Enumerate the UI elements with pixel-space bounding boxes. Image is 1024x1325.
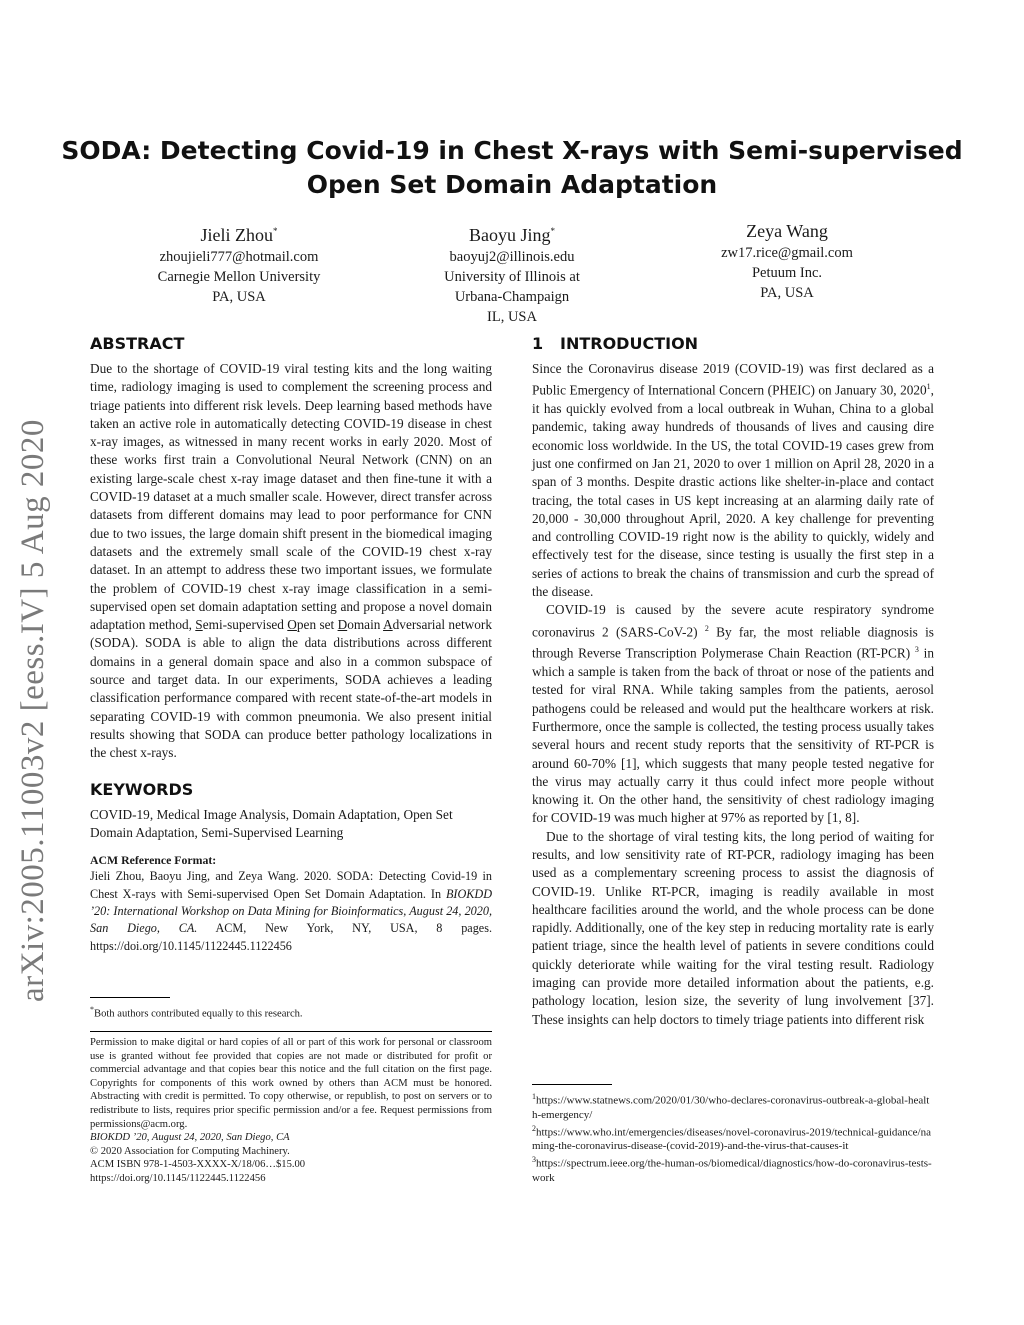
- introduction-heading: [532, 334, 934, 354]
- author-block-1: [89, 219, 389, 307]
- author-email: zw17.rice@gmail.com: [721, 245, 853, 261]
- author-name: Baoyu Jing: [468, 225, 551, 245]
- footnotes: [532, 1090, 934, 1185]
- footnote-2: $^2$https://www.who.int/emergencies/diseases/novel-coronavirus-2019/technical-guidance/naming-the-coronavirus-disease-(covid-2019)-and-the-virus-that-causes-it: [532, 1123, 931, 1153]
- author-location: IL, USA: [487, 309, 537, 325]
- section-number: 1: [532, 334, 544, 353]
- author-name: Jieli Zhou: [200, 225, 273, 245]
- right-column: [532, 334, 934, 1029]
- author-name: Zeya Wang: [746, 221, 828, 241]
- paper-title: [60, 134, 964, 202]
- copyright-line: © 2020 Association for Computing Machinery.: [90, 1145, 290, 1157]
- author-affiliation: University of Illinois at: [444, 269, 580, 285]
- isbn-line: ACM ISBN 978-1-4503-XXXX-X/18/06…$15.00: [90, 1159, 306, 1171]
- abstract-text: Due to the shortage of COVID-19 viral testing kits and the long waiting time, radiology imaging is used to complement the screening process and triage patients into different risk levels. Deep learning based methods have taken an active role in automatically detecting COVID-19 disease in chest x-ray images, as witnessed in many recent works in early 2020. Most of these works first train a Convolutional Neural Network (CNN) on an existing large-scale chest x-ray image dataset and then fine-tune it with a COVID-19 dataset at a much smaller scale. However, direct transfer across datasets from different domains may lead to poor performance for CNN due to two issues, the large domain shift present in the biomedical imaging datasets and the extremely small scale of the COVID-19 chest x-ray dataset. In an attempt to address these two important issues, we formulate the problem of COVID-19 chest x-ray image classification in a semi-supervised open set domain adaptation setting and propose a novel domain adaptation method, Semi-supervised Open set Domain Adversarial network (SODA). SODA is able to align the data distributions across different domains in a general domain space and also in a common subspace of source and target data. In our experiments, SODA achieves a leading classification performance compared with recent state-of-the-art models in separating COVID-19 with common pneumonia. We also present initial results showing that SODA can produce better pathology localizations in the chest x-rays.: [90, 361, 492, 761]
- author-block-3: [637, 219, 937, 303]
- abstract-heading: ABSTRACT: [90, 334, 185, 353]
- intro-paragraph-3: Due to the shortage of viral testing kits, the long period of waiting for results, and low sensitivity rate of RT-PCR, radiology imaging has been used as a complementary screening process to assist the diagnosis of COVID-19. Unlike RT-PCR, imaging is readily available in most healthcare facilities around the world, and the whole process can be done rapidly. Additionally, one of the key step in reducing mortality rate is early patient triage, since the health level of patients in severe conditions could quickly deteriorate while waiting for the viral testing result. Radiology imaging can provide more detailed information about the patients, e.g. pathology location, lesion size, the severity of lung involvement [37]. These insights can help doctors to timely triage patients into different risk: [532, 828, 934, 1027]
- arxiv-identifier: arXiv:2005.11003v2 [eess.IV] 5 Aug 2020: [15, 419, 51, 1002]
- footnote-ref-2: 2: [704, 623, 709, 633]
- footnote-rule: [90, 997, 170, 998]
- doi-line: https://doi.org/10.1145/1122445.1122456: [90, 1172, 266, 1184]
- author-affiliation: Petuum Inc.: [751, 265, 823, 281]
- intro-paragraph-1: Since the Coronavirus disease 2019 (COVID-19) was first declared as a Public Emergency of International Concern (PHEIC) on January 30, 2020$^1$, it has quickly evolved from a local outbreak in Wuhan, China to a global pandemic, taking away hundreds of thousands of lives and causing dire economic loss worldwide. In the US, the total COVID-19 cases grew from just one confirmed on Jan 21, 2020 to over 1 million on April 28, 2020 in a span of 3 months. Despite drastic actions like shelter-in-place and contact tracing, the total cases in US kept increasing at an alarming daily rate of 20,000 - 30,000 throughout April, 2020. A key challenge for preventing and controlling COVID-19 right now is the ability to quickly, widely and effectively test for the disease, since testing is usually the first step in a series of actions to break the chains of transmission and curb the spread of the disease.: [532, 361, 934, 599]
- permission-text: Permission to make digital or hard copies of all or part of this work for personal or classroom use is granted without fee provided that copies are not made or distributed for profit or commercial advantage and that copies bear this notice and the full citation on the first page. Copyrights for components of this work owned by others than ACM must be honored. Abstracting with credit is permitted. To copy otherwise, or republish, to post on servers or to redistribute to lists, requires prior specific permission and/or a fee. Request permissions from permissions@acm.org.: [90, 1037, 492, 1130]
- acm-reference-text: Jieli Zhou, Baoyu Jing, and Zeya Wang. 2020. SODA: Detecting Covid-19 in Chest X-rays with Semi-supervised Open Set Domain Adaptation. In BIOKDD ’20: International Workshop on Data Mining for Bioinformatics, August 24, 2020, San Diego, CA. ACM, New York, NY, USA, 8 pages. https://doi.org/10.1145/1122445.1122456: [90, 869, 493, 953]
- footnote-1: $^1$https://www.statnews.com/2020/01/30/who-declares-coronavirus-outbreak-a-global-health-emergency/: [532, 1092, 930, 1121]
- author-email: zhoujieli777@hotmail.com: [159, 249, 319, 265]
- permission-block: [90, 1036, 492, 1186]
- keywords-text: COVID-19, Medical Image Analysis, Domain Adaptation, Open Set Domain Adaptation, Semi-Supervised Learning: [90, 806, 453, 840]
- left-column: [90, 334, 492, 955]
- title-line-2: Open Set Domain Adaptation: [306, 170, 718, 199]
- author-block-2: [362, 219, 662, 327]
- venue-line: BIOKDD ’20, August 24, 2020, San Diego, CA: [90, 1132, 290, 1144]
- footnote-ref-3: 3: [914, 645, 919, 655]
- equal-contribution-footnote: *Both authors contributed equally to this research.: [90, 1005, 303, 1020]
- section-title: INTRODUCTION: [560, 334, 699, 353]
- author-location: PA, USA: [760, 285, 814, 301]
- intro-paragraph-2: COVID-19 is caused by the severe acute respiratory syndrome coronavirus 2 (SARS-CoV-2) $^2$ By far, the most reliable diagnosis is through Reverse Transcription Polymerase Chain Reaction (RT-PCR) $^3$ in which a sample is taken from the back of throat or nose of the patients and tested for viral RNA. While taking samples from the patients, aerosol pathogens could be released and would put the healthcare workers at risk. Furthermore, once the sample is collected, the testing process usually takes several hours and recent study reports that the sensitivity of RT-PCR is around 60-70% [1], which suggests that many people tested negative for the virus may actually carry it thus could infect more people without knowing it. On the other hand, the sensitivity of chest radiology imaging for COVID-19 was much higher at 97% as reported by [1, 8].: [532, 602, 934, 826]
- footnote-ref-1: 1: [926, 382, 931, 392]
- author-email: baoyuj2@illinois.edu: [449, 249, 575, 265]
- title-line-1: SODA: Detecting Covid-19 in Chest X-rays with Semi-supervised: [61, 136, 963, 165]
- equal-contribution-mark: *: [550, 226, 555, 236]
- author-location: PA, USA: [212, 289, 266, 305]
- keywords-heading: KEYWORDS: [90, 779, 194, 799]
- acm-reference-heading: ACM Reference Format:: [90, 853, 217, 868]
- footnote-3: $^3$https://spectrum.ieee.org/the-human-os/biomedical/diagnostics/how-do-coronavirus-tests-work: [532, 1155, 932, 1184]
- author-affiliation: Carnegie Mellon University: [157, 269, 321, 285]
- right-footnote-rule: [532, 1084, 612, 1085]
- permission-rule: [90, 1031, 492, 1032]
- author-affiliation-2: Urbana-Champaign: [454, 289, 570, 305]
- equal-contribution-mark: *: [273, 226, 278, 236]
